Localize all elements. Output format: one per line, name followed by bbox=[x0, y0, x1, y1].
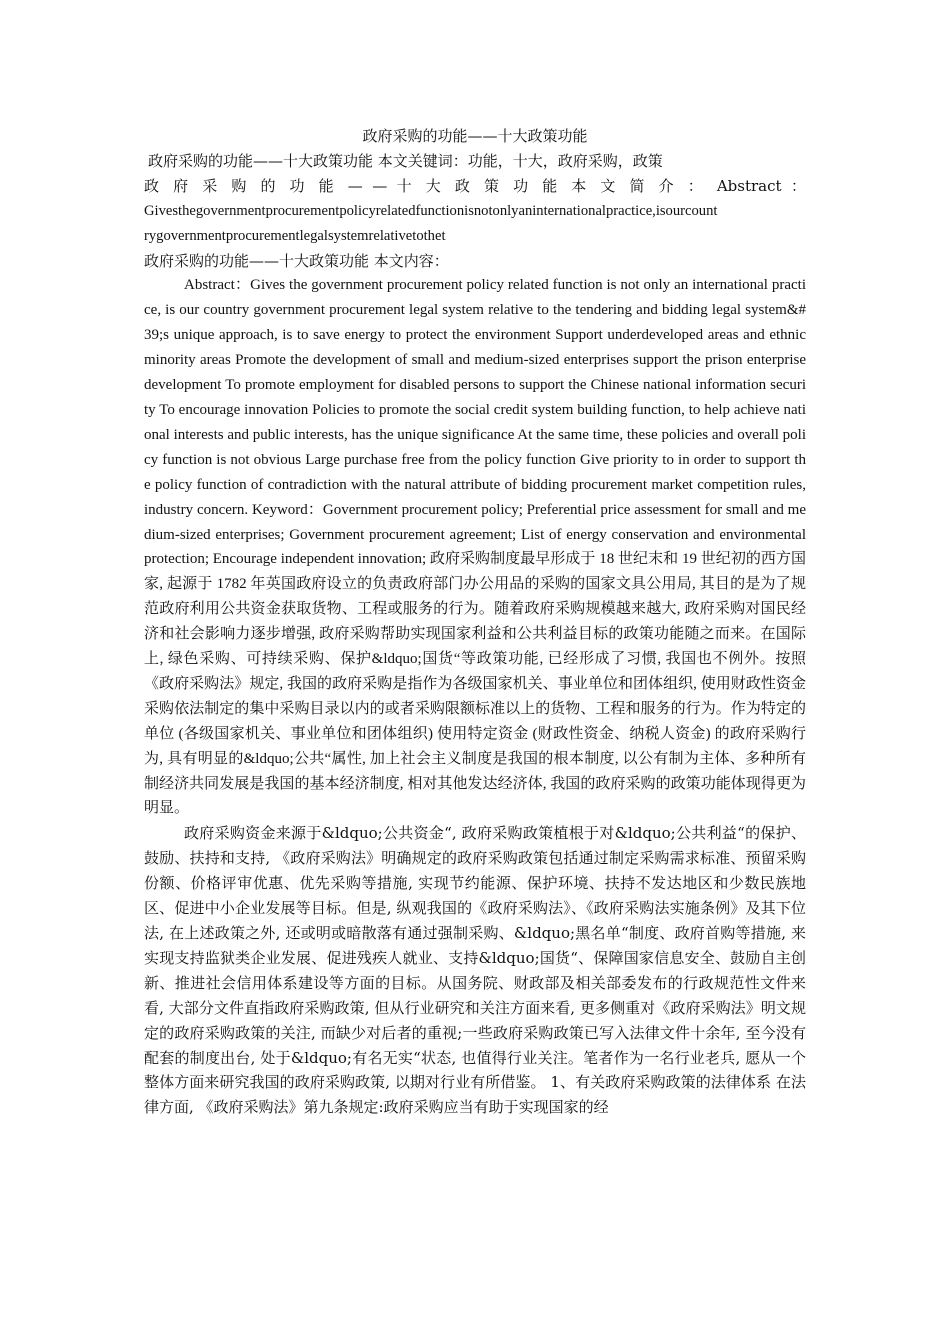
summary-line-1: 政 府 采 购 的 功 能 — — 十 大 政 策 功 能 本 文 简 介 ： Abstract ： bbox=[144, 176, 806, 195]
body-paragraph-1: Abstract：Gives the government procurement policy related function is not only an international practice, is our country government procurement legal system relative to the tendering and bidding legal system&#39;s unique approach, is to save energy to protect the environment Support underdeveloped areas and ethnic minority areas Promote the development of small and medium-sized enterprises support the prison enterprise development To promote employment for disabled persons to support the Chinese national information security To encourage innovation Policies to promote the social credit system building function, to help achieve national interests and public interests, has the unique significance At the same time, these policies and overall policy function is not obvious Large purchase free from the policy function Give priority to in order to support the policy function of contradiction with the natural attribute of bidding procurement market competition rules, industry concern. Keyword：Government procurement policy; Preferential price assessment for small and medium-sized enterprises; Government procurement agreement; List of energy conservation and environmental protection; Encourage independent innovation; 政府采购制度最早形成于 18 世纪末和 19 世纪初的西方国家, 起源于 1782 年英国政府设立的负责政府部门办公用品的采购的国家文具公用局, 其目的是为了规范政府利用公共资金获取货物、工程或服务的行为。随着政府采购规模越来越大, 政府采购对国民经济和社会影响力逐步增强, 政府采购帮助实现国家利益和公共利益目标的政策功能随之而来。在国际上, 绿色采购、可持续采购、保护&ldquo;国货“等政策功能, 已经形成了习惯, 我国也不例外。按照《政府采购法》规定, 我国的政府采购是指作为各级国家机关、事业单位和团体组织, 使用财政性资金采购依法制定的集中采购目录以内的或者采购限额标准以上的货物、工程和服务的行为。作为特定的单位 (各级国家机关、事业单位和团体组织) 使用特定资金 (财政性资金、纳税人资金) 的政府采购行为, 具有明显的&ldquo;公共“属性, 加上社会主义制度是我国的根本制度, 以公有制为主体、多种所有制经济共同发展是我国的基本经济制度, 相对其他发达经济体, 我国的政府采购的政策功能体现得更为明显。 bbox=[144, 277, 806, 817]
body-paragraph-2: 政府采购资金来源于&ldquo;公共资金“, 政府采购政策植根于对&ldquo;公共利益“的保护、鼓励、扶持和支持, 《政府采购法》明确规定的政府采购政策包括通过制定采购需求标准、预留采购份额、价格评审优惠、优先采购等措施, 实现节约能源、保护环境、扶持不发达地区和少数民族地区、促进中小企业发展等目标。但是, 纵观我国的《政府采购法》、《政府采购法实施条例》及其下位法, 在上述政策之外, 还或明或暗散落有通过强制采购、&ldquo;黑名单“制度、政府首购等措施, 来实现支持监狱类企业发展、促进残疾人就业、支持&ldquo;国货“、保障国家信息安全、鼓励自主创新、推进社会信用体系建设等方面的目标。从国务院、财政部及相关部委发布的行政规范性文件来看, 大部分文件直指政府采购政策, 但从行业研究和关注方面来看, 更多侧重对《政府采购法》明文规定的政府采购政策的关注, 而缺少对后者的重视;一些政府采购政策已写入法律文件十余年, 至今没有配套的制度出台, 处于&ldquo;有名无实“状态, 也值得行业关注。笔者作为一名行业老兵, 愿从一个整体方面来研究我国的政府采购政策, 以期对行业有所借鉴。 1、有关政府采购政策的法律体系 在法律方面, 《政府采购法》第九条规定:政府采购应当有助于实现国家的经 bbox=[144, 824, 806, 1117]
document-title: 政府采购的功能——十大政策功能 bbox=[362, 127, 588, 145]
document-page bbox=[144, 124, 806, 1120]
summary-line-3: rygovernmentprocurementlegalsystemrelativetothet bbox=[144, 227, 446, 244]
keywords-line: 政府采购的功能——十大政策功能 本文关键词：功能，十大，政府采购，政策 bbox=[148, 151, 663, 170]
content-heading: 政府采购的功能——十大政策功能 本文内容： bbox=[144, 251, 449, 270]
summary-line-2: Givesthegovernmentprocurementpolicyrelatedfunctionisnotonlyaninternationalpractice,isourcount bbox=[144, 202, 718, 219]
